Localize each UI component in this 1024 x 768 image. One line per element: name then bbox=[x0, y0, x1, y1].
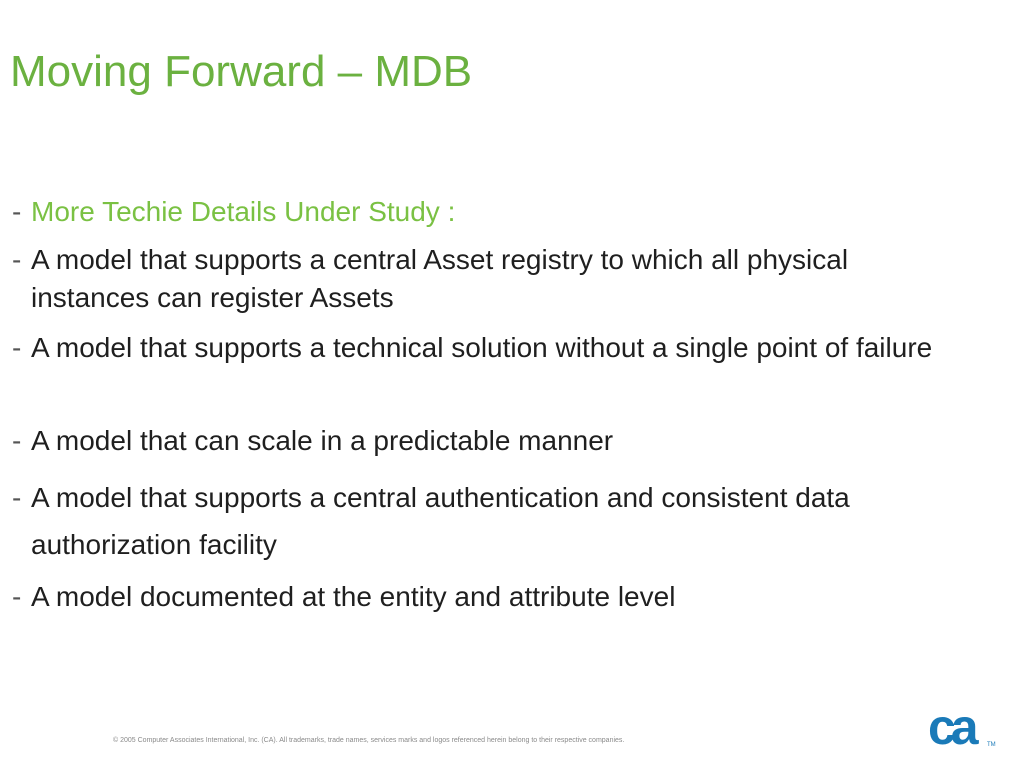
bullet-text: A model that supports a technical solution without a single point of failure bbox=[31, 332, 933, 363]
bullet-text: A model documented at the entity and attribute level bbox=[31, 581, 676, 612]
bullet-text: A model that supports a central Asset registry to which all physical instances can register Assets bbox=[31, 244, 849, 313]
bullet-dash: - bbox=[12, 332, 22, 363]
bullet-item bbox=[12, 422, 1012, 460]
ca-logo bbox=[928, 702, 1000, 752]
bullet-text: A model that supports a central authentication and consistent data authorization facility bbox=[31, 482, 850, 560]
bullet-subheading bbox=[12, 194, 1012, 230]
bullet-item bbox=[12, 241, 1012, 317]
bullet-item bbox=[12, 474, 1012, 568]
bullet-dash: - bbox=[12, 482, 22, 513]
footer-copyright: © 2005 Computer Associates International, Inc. (CA). All trademarks, trade names, services marks and logos referenced herein belong to their respective companies. bbox=[113, 737, 625, 744]
bullet-text: More Techie Details Under Study : bbox=[31, 196, 456, 227]
bullet-item bbox=[12, 578, 1012, 616]
bullet-dash: - bbox=[12, 425, 22, 456]
slide-title: Moving Forward – MDB bbox=[10, 47, 473, 96]
bullet-item bbox=[12, 327, 1012, 369]
logo-letters: ca bbox=[928, 702, 974, 752]
logo-trademark: TM bbox=[987, 742, 996, 748]
bullet-dash: - bbox=[12, 244, 22, 275]
bullet-dash: - bbox=[12, 196, 22, 227]
bullet-dash: - bbox=[12, 581, 22, 612]
bullet-text: A model that can scale in a predictable manner bbox=[31, 425, 614, 456]
